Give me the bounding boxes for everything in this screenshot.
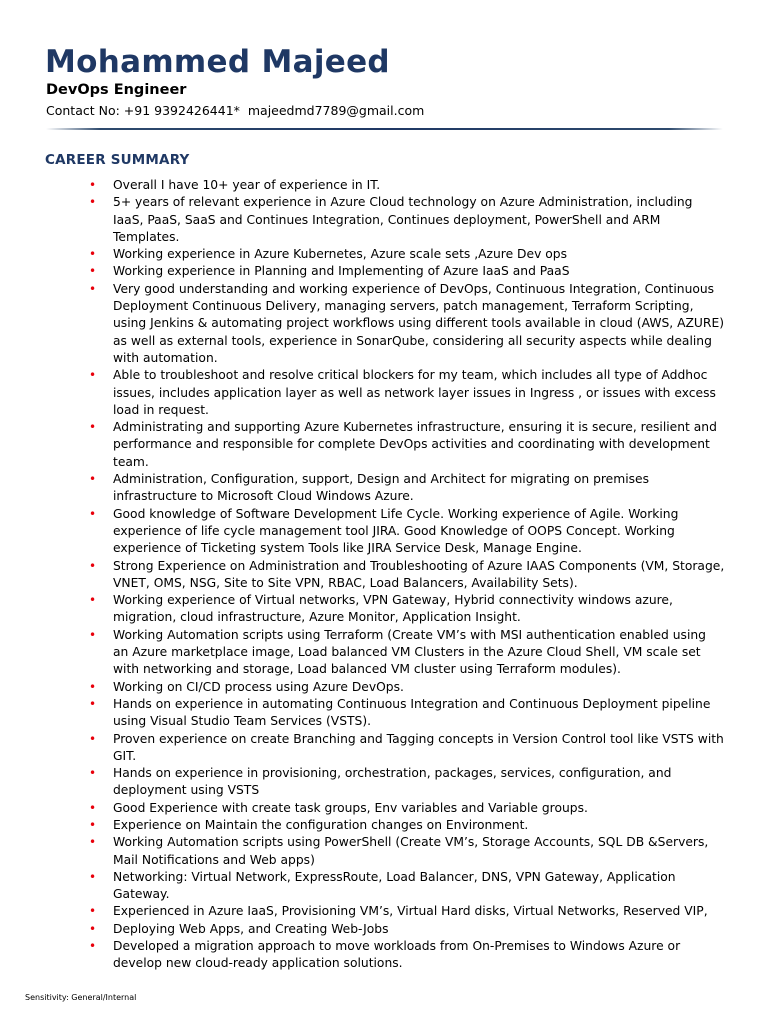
summary-item-text: Working experience in Azure Kubernetes, Azure scale sets ,Azure Dev ops xyxy=(113,247,567,262)
bullet-icon: • xyxy=(89,178,97,192)
bullet-icon: • xyxy=(89,593,97,608)
summary-item xyxy=(89,246,725,263)
candidate-name: Mohammed Majeed xyxy=(45,44,390,80)
bullet-icon: • xyxy=(89,904,97,919)
summary-item xyxy=(89,921,725,938)
bullet-icon: • xyxy=(89,368,97,383)
bullet-icon: • xyxy=(89,800,97,815)
bullet-icon: • xyxy=(89,731,97,746)
summary-item xyxy=(89,558,725,593)
summary-item-text: Experienced in Azure IaaS, Provisioning VM’s, Virtual Hard disks, Virtual Networks, Reserved VIP, xyxy=(113,904,708,919)
summary-item-text: Administration, Configuration, support, Design and Architect for migrating on premises infrastructure to Microsoft Cloud Windows Azure. xyxy=(113,472,650,504)
contact-info: Contact No: +91 9392426441* majeedmd7789@gmail.com xyxy=(46,103,425,118)
summary-item xyxy=(89,281,725,367)
bullet-icon: • xyxy=(89,817,97,832)
sensitivity-label: Sensitivity: General/Internal xyxy=(25,993,137,1002)
summary-item-text: Hands on experience in provisioning, orchestration, packages, services, configuration, and deployment using VSTS xyxy=(113,766,672,798)
bullet-icon: • xyxy=(89,835,97,850)
bullet-icon: • xyxy=(89,939,97,954)
summary-item-text: Working Automation scripts using Terraform (Create VM’s with MSI authentication enabled using an Azure marketplace image, Load balanced VM Clusters in the Azure Cloud Shell, VM scale set with networking and storage, Load balanced VM cluster using Terraform modules). xyxy=(113,627,706,677)
summary-item-text: Proven experience on create Branching and Tagging concepts in Version Control tool like VSTS with GIT. xyxy=(113,731,724,763)
summary-item xyxy=(89,419,725,471)
summary-item-text: Good Experience with create task groups, Env variables and Variable groups. xyxy=(113,800,588,815)
summary-item-text: Strong Experience on Administration and Troubleshooting of Azure IAAS Components (VM, Storage, VNET, OMS, NSG, Site to Site VPN, RBAC, Load Balancers, Availability Sets). xyxy=(113,558,725,590)
summary-item xyxy=(89,627,725,679)
summary-item xyxy=(89,194,725,246)
summary-item-text: Developed a migration approach to move workloads from On-Premises to Windows Azure or develop new cloud-ready application solutions. xyxy=(113,939,681,971)
summary-item-text: Working experience of Virtual networks, VPN Gateway, Hybrid connectivity windows azure, migration, cloud infrastructure, Azure Monitor, Application Insight. xyxy=(113,593,673,625)
summary-item-text: Administrating and supporting Azure Kubernetes infrastructure, ensuring it is secure, resilient and performance and responsible for complete DevOps activities and coordinating with development team. xyxy=(113,420,717,469)
summary-item-text: Networking: Virtual Network, ExpressRoute, Load Balancer, DNS, VPN Gateway, Application Gateway. xyxy=(113,869,676,902)
summary-item xyxy=(89,679,725,696)
header-divider xyxy=(46,128,723,130)
summary-item-text: 5+ years of relevant experience in Azure Cloud technology on Azure Administration, including IaaS, PaaS, SaaS and Continues Integration, Continues deployment, PowerShell and ARM Templates. xyxy=(113,195,693,244)
bullet-icon: • xyxy=(89,264,97,279)
job-title: DevOps Engineer xyxy=(46,82,187,98)
summary-item xyxy=(89,869,725,904)
bullet-icon: • xyxy=(89,627,97,642)
career-summary-list xyxy=(89,177,725,973)
summary-item-text: Hands on experience in automating Continuous Integration and Continuous Deployment pipeline using Visual Studio Team Services (VSTS). xyxy=(113,696,711,729)
summary-item xyxy=(89,592,725,627)
bullet-icon: • xyxy=(89,247,97,262)
summary-item-text: Able to troubleshoot and resolve critical blockers for my team, which includes all type of Addhoc issues, includes application layer as well as network layer issues in Ingress , or issues with excess load in request. xyxy=(113,368,716,417)
bullet-icon: • xyxy=(89,921,97,936)
summary-item-text: Deploying Web Apps, and Creating Web-Jobs xyxy=(113,921,389,936)
summary-item xyxy=(89,800,725,817)
summary-item-text: Good knowledge of Software Development Life Cycle. Working experience of Agile. Working experience of life cycle management tool JIRA. Good Knowledge of OOPS Concept. Working experience of Ticketing system Tools like JIRA Service Desk, Manage Engine. xyxy=(113,506,679,556)
bullet-icon: • xyxy=(89,281,97,296)
summary-item-text: Working Automation scripts using PowerShell (Create VM’s, Storage Accounts, SQL DB &Servers, Mail Notifications and Web apps) xyxy=(113,835,709,867)
bullet-icon: • xyxy=(89,696,97,711)
summary-item xyxy=(89,834,725,869)
summary-item xyxy=(89,765,725,800)
summary-item xyxy=(89,263,725,280)
bullet-icon: • xyxy=(89,506,97,521)
bullet-icon: • xyxy=(89,472,97,487)
bullet-icon: • xyxy=(89,420,97,435)
bullet-icon: • xyxy=(89,679,97,694)
bullet-icon: • xyxy=(89,869,97,884)
bullet-icon: • xyxy=(89,195,97,210)
summary-item xyxy=(89,731,725,766)
summary-item xyxy=(89,817,725,834)
summary-item xyxy=(89,177,725,194)
bullet-icon: • xyxy=(89,558,97,573)
summary-item xyxy=(89,696,725,731)
bullet-icon: • xyxy=(89,766,97,781)
summary-item xyxy=(89,903,725,920)
summary-item-text: Experience on Maintain the configuration changes on Environment. xyxy=(113,817,529,832)
summary-item-text: Very good understanding and working experience of DevOps, Continuous Integration, Continuous Deployment Continuous Delivery, managing servers, patch management, Terraform Scripting, using Jenkins & automating project workflows using different tools available in cloud (AWS, AZURE) as well as external tools, experience in SonarQube, considering all security aspects while dealing with automation. xyxy=(113,281,725,365)
summary-item-text: Working experience in Planning and Implementing of Azure IaaS and PaaS xyxy=(113,264,570,279)
summary-item xyxy=(89,471,725,506)
summary-item xyxy=(89,367,725,419)
summary-item-text: Working on CI/CD process using Azure DevOps. xyxy=(113,679,404,694)
summary-item xyxy=(89,938,725,973)
summary-item-text: Overall I have 10+ year of experience in IT. xyxy=(113,178,381,192)
summary-item xyxy=(89,506,725,558)
career-summary-heading: CAREER SUMMARY xyxy=(45,152,190,168)
